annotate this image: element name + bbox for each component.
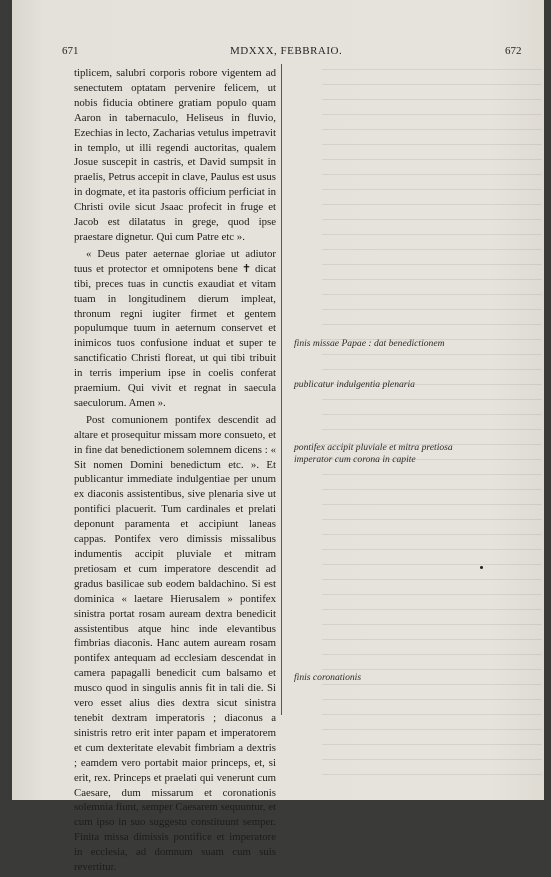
margin-note: imperator cum corona in capite (294, 454, 416, 465)
paragraph: Post comunionem pontifex descendit ad altare et prosequitur missam more consueto, et in fine dat benedictionem solemnem dicens : « Sit nomen Domini benedictum etc. ». Et publicantur immediate indulgentiae per unum ex diaconis assistentibus, sive plenaria sive ut pontifici placuerit. Tum cardinales et prelati deponunt paramenta et accipiunt laneas cappas. Pontifex vero dimissis missalibus indumentis accipit pluviale et mitram pretiosam et cum imperatore descendit ad gradus basilicae sub eodem baldachino. Si est dominica « laetare Hierusalem » pontifex sinistra portat rosam auream dextra benedicit assistentibus atque hinc inde elevantibus fimbrias diaconis. Hanc autem auream rosam pontifex antequam ad ecclesiam descendat in camera papagalli benedicit cum balsamo et musco quod in singulis annis fit in tali die. Si vero esset alius dies dextra sicut sinistra tenebit dextram imperatoris ; diaconus a sinistris retro erit inter papam et imperatorem et cum dexteritate elevabit fimbriam a dextris ; eamdem vero portabit maior princeps, et, si erit, rex. Princeps et praelati qui venerunt cum Caesare, dum missarum et coronationis solemnia fiunt, semper Caesarem sequuntur, et cum ipso in suo suggestu constituunt semper. Finita missa dimissis pontifice et imperatore in ecclesia, ad domnum suam cum suis revertitur. (74, 413, 276, 874)
page-number-left: 671 (62, 45, 79, 57)
column-divider (281, 64, 282, 715)
ink-speck (480, 566, 483, 569)
margin-note: publicatur indulgentia plenaria (294, 379, 415, 390)
page-number-right: 672 (505, 45, 522, 57)
paragraph: tiplicem, salubri corporis robore vigentem ad senectutem optatam pervenire felicem, ut nobis fiducia obtinere gratiam populo quam Aaron in tabernaculo, Heliseus in fluvio, Ezechias in lecto, Zacharias vetulus impetravit in templo, ut illi regendi auctoritas, qualem Josue suscepit in castris, et David sumpsit in praelis, Petrus accepit in clave, Paulus est usus in dogmate, et ita pastoris officium perficiat in Christi ovile sicut Jsaac profecit in fruge et Jacob est dilatatus in grege, quod ipse praestare dignetur. Qui cum Patre etc ». (74, 67, 276, 243)
margin-note: pontifex accipit pluviale et mitra pretiosa (294, 442, 453, 453)
running-header: MDXXX, FEBBRAIO. (230, 45, 343, 57)
margin-note: finis missae Papae : dat benedictionem (294, 338, 445, 349)
paragraph: « Deus pater aeternae gloriae ut adiutor tuus et protector et omnipotens bene ✝ dicat tibi, preces tuas in cunctis exaudiat et vitam tuam in longitudinem dierum impleat, thronum regni iugiter firmet et gentem populumque tuum in aeternum conservet et inimicos tuos confusione induat et super te sanctificatio Christi floreat, ut qui tibi tribuit in terris imperium ipse in coelis conferat praemium. Qui vivit et regnat in saecula saeculorum. Amen ». (74, 247, 276, 409)
book-page (12, 0, 544, 874)
margin-note: finis coronationis (294, 672, 362, 683)
main-text-column (74, 66, 276, 877)
